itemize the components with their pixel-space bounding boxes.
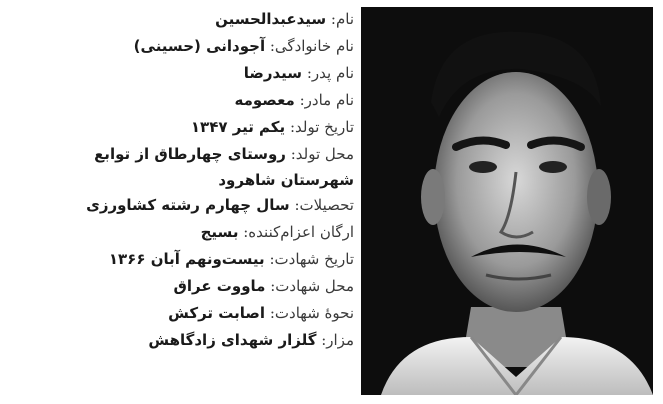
birth-place-value: روستای چهارطاق از توابع [94,145,286,163]
family-name-row [14,33,354,60]
family-name-label: نام خانوادگی: [269,37,354,55]
martyrdom-manner-label: نحوهٔ شهادت: [269,304,354,322]
profile-info [14,6,354,354]
martyrdom-date-label: تاریخ شهادت: [269,250,354,268]
martyrdom-manner-value: اصابت ترکش [168,304,266,322]
education-label: تحصیلات: [294,196,354,214]
mother-name-value: معصومه [234,91,295,109]
father-name-label: نام پدر: [306,64,354,82]
mother-name-row [14,87,354,114]
martyrdom-date-value: بیست‌ونهم آبان ۱۳۶۶ [108,250,265,268]
martyrdom-place-value: ماووت عراق [173,277,266,295]
grave-row [14,327,354,354]
father-name-value: سیدرضا [243,64,303,82]
mother-name-label: نام مادر: [299,91,354,109]
birth-date-label: تاریخ تولد: [289,118,354,136]
education-row [14,192,354,219]
birth-place-row [14,141,354,168]
martyrdom-date-row [14,246,354,273]
martyrdom-manner-row [14,300,354,327]
dispatch-org-row [14,219,354,246]
name-label: نام: [330,10,354,28]
grave-label: مزار: [321,331,354,349]
grave-value: گلزار شهدای زادگاهش [148,331,317,349]
birth-date-value: یکم تیر ۱۳۴۷ [190,118,286,136]
martyrdom-place-label: محل شهادت: [270,277,354,295]
birth-place-continuation: شهرستان شاهرود [218,171,354,189]
education-value: سال چهارم رشته کشاورزی [86,196,290,214]
family-name-value: آجودانی (حسینی) [133,37,266,55]
portrait-photo-icon [361,7,653,395]
dispatch-org-label: ارگان اعزام‌کننده: [243,223,354,241]
birth-place-label: محل تولد: [290,145,354,163]
dispatch-org-value: بسیج [200,223,239,241]
birth-date-row [14,114,354,141]
name-value: سیدعبدالحسین [215,10,327,28]
father-name-row [14,60,354,87]
portrait-photo [361,7,653,395]
martyrdom-place-row [14,273,354,300]
name-row [14,6,354,33]
